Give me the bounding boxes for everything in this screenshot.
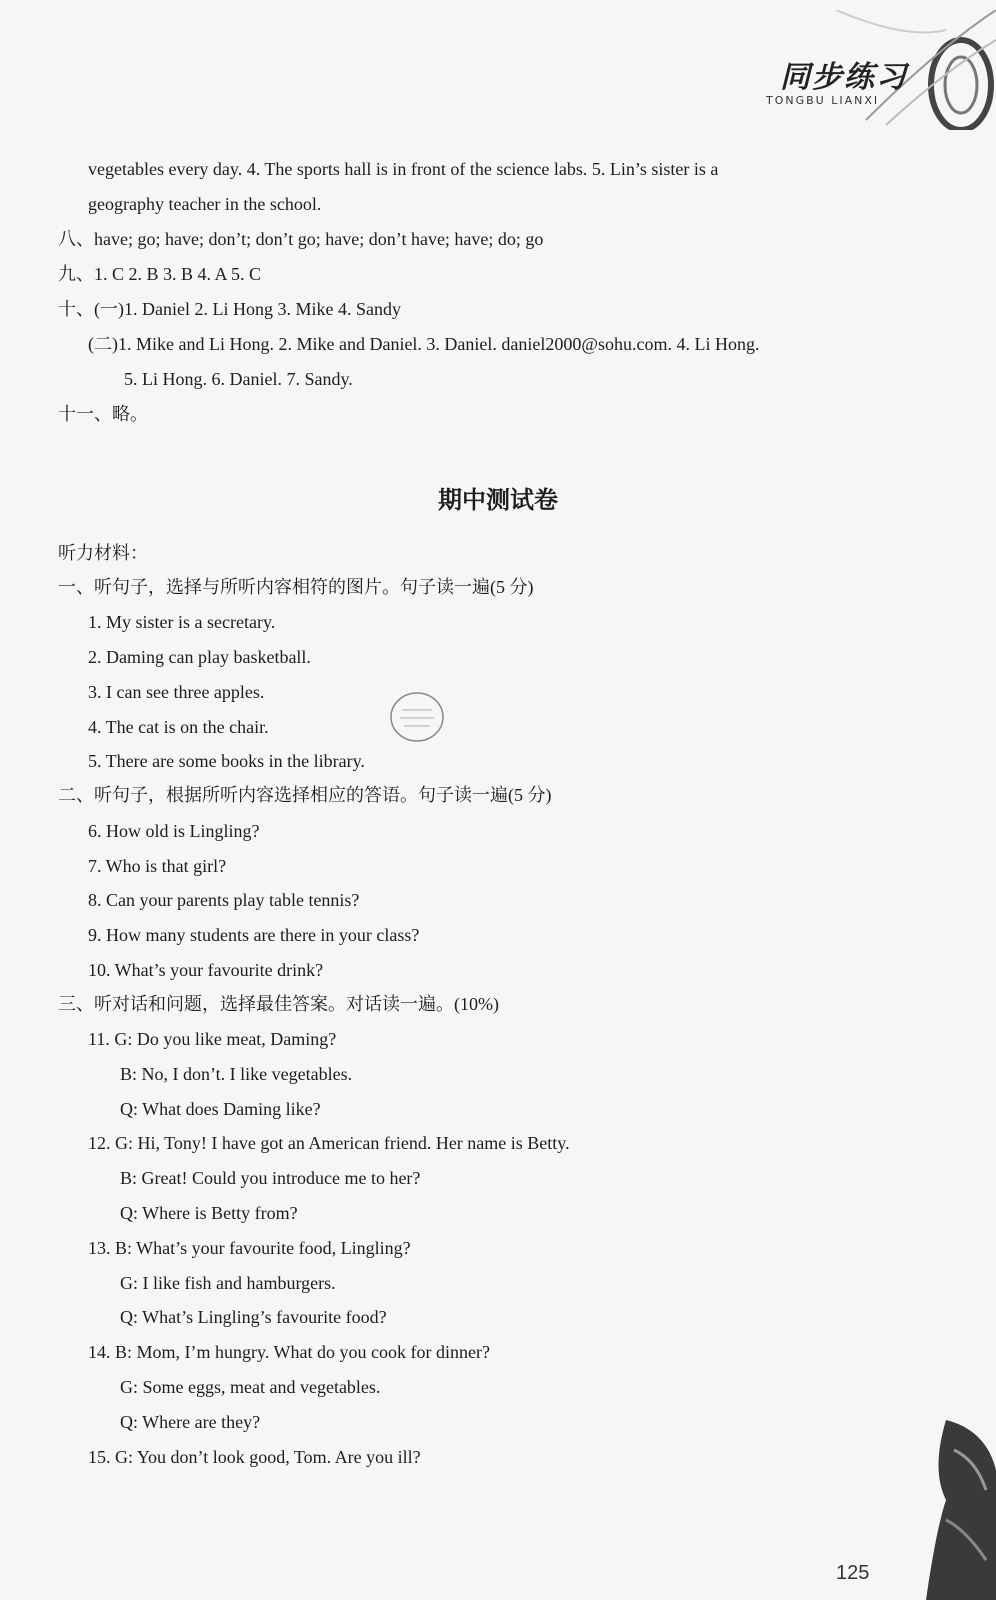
body-line: 2. Daming can play basketball. [88, 647, 311, 667]
body-line: G: Some eggs, meat and vegetables. [120, 1377, 381, 1397]
body-line: 听力材料： [58, 543, 148, 563]
body-line: 6. How old is Lingling? [88, 821, 260, 841]
answer-line: 5. Li Hong. 6. Daniel. 7. Sandy. [124, 369, 353, 389]
body-line: 4. The cat is on the chair. [88, 717, 269, 737]
body-line: 11. G: Do you like meat, Daming? [88, 1029, 337, 1049]
body-line: 一、听句子，选择与所听内容相符的图片。句子读一遍(5 分) [58, 577, 534, 597]
corner-decoration-icon [926, 1410, 996, 1600]
body-line: 三、听对话和问题，选择最佳答案。对话读一遍。(10%) [58, 994, 499, 1014]
body-line: 3. I can see three apples. [88, 682, 265, 702]
section-title: 期中测试卷 [438, 485, 558, 514]
body-line: G: I like fish and hamburgers. [120, 1273, 336, 1293]
body-line: 7. Who is that girl? [88, 856, 227, 876]
answer-line: 九、1. C 2. B 3. B 4. A 5. C [58, 264, 262, 284]
stamp-icon [388, 688, 446, 746]
body-line: B: No, I don’t. I like vegetables. [120, 1064, 353, 1084]
body-line: 8. Can your parents play table tennis? [88, 890, 360, 910]
header-logo [746, 10, 996, 130]
body-line: 9. How many students are there in your class? [88, 925, 420, 945]
page-number: 125 [836, 1562, 870, 1584]
body-line: 5. There are some books in the library. [88, 751, 365, 771]
body-line: 二、听句子，根据所听内容选择相应的答语。句子读一遍(5 分) [58, 785, 552, 805]
answer-line: 八、have; go; have; don’t; don’t go; have; don’t have; have; do; go [58, 229, 544, 249]
answer-line: 十一、略。 [58, 404, 148, 424]
answer-line: 十、(一)1. Daniel 2. Li Hong 3. Mike 4. Sandy [58, 299, 401, 319]
body-line: Q: Where are they? [120, 1412, 261, 1432]
header-title: 同步练习 [780, 60, 908, 95]
body-line: 14. B: Mom, I’m hungry. What do you cook for dinner? [88, 1342, 490, 1362]
answer-line: vegetables every day. 4. The sports hall is in front of the science labs. 5. Lin’s sister is a [88, 159, 719, 179]
body-line: 1. My sister is a secretary. [88, 612, 276, 632]
body-line: Q: Where is Betty from? [120, 1203, 298, 1223]
body-line: 15. G: You don’t look good, Tom. Are you ill? [88, 1447, 421, 1467]
header-pinyin: TONGBU LIANXI [766, 94, 880, 107]
answer-line: (二)1. Mike and Li Hong. 2. Mike and Daniel. 3. Daniel. daniel2000@sohu.com. 4. Li Hong. [88, 334, 760, 354]
body-line: Q: What does Daming like? [120, 1099, 321, 1119]
body-line: 13. B: What’s your favourite food, Lingling? [88, 1238, 411, 1258]
body-line: Q: What’s Lingling’s favourite food? [120, 1307, 387, 1327]
body-line: 12. G: Hi, Tony! I have got an American friend. Her name is Betty. [88, 1133, 570, 1153]
body-line: 10. What’s your favourite drink? [88, 960, 324, 980]
body-line: B: Great! Could you introduce me to her? [120, 1168, 421, 1188]
answer-line: geography teacher in the school. [88, 194, 322, 214]
